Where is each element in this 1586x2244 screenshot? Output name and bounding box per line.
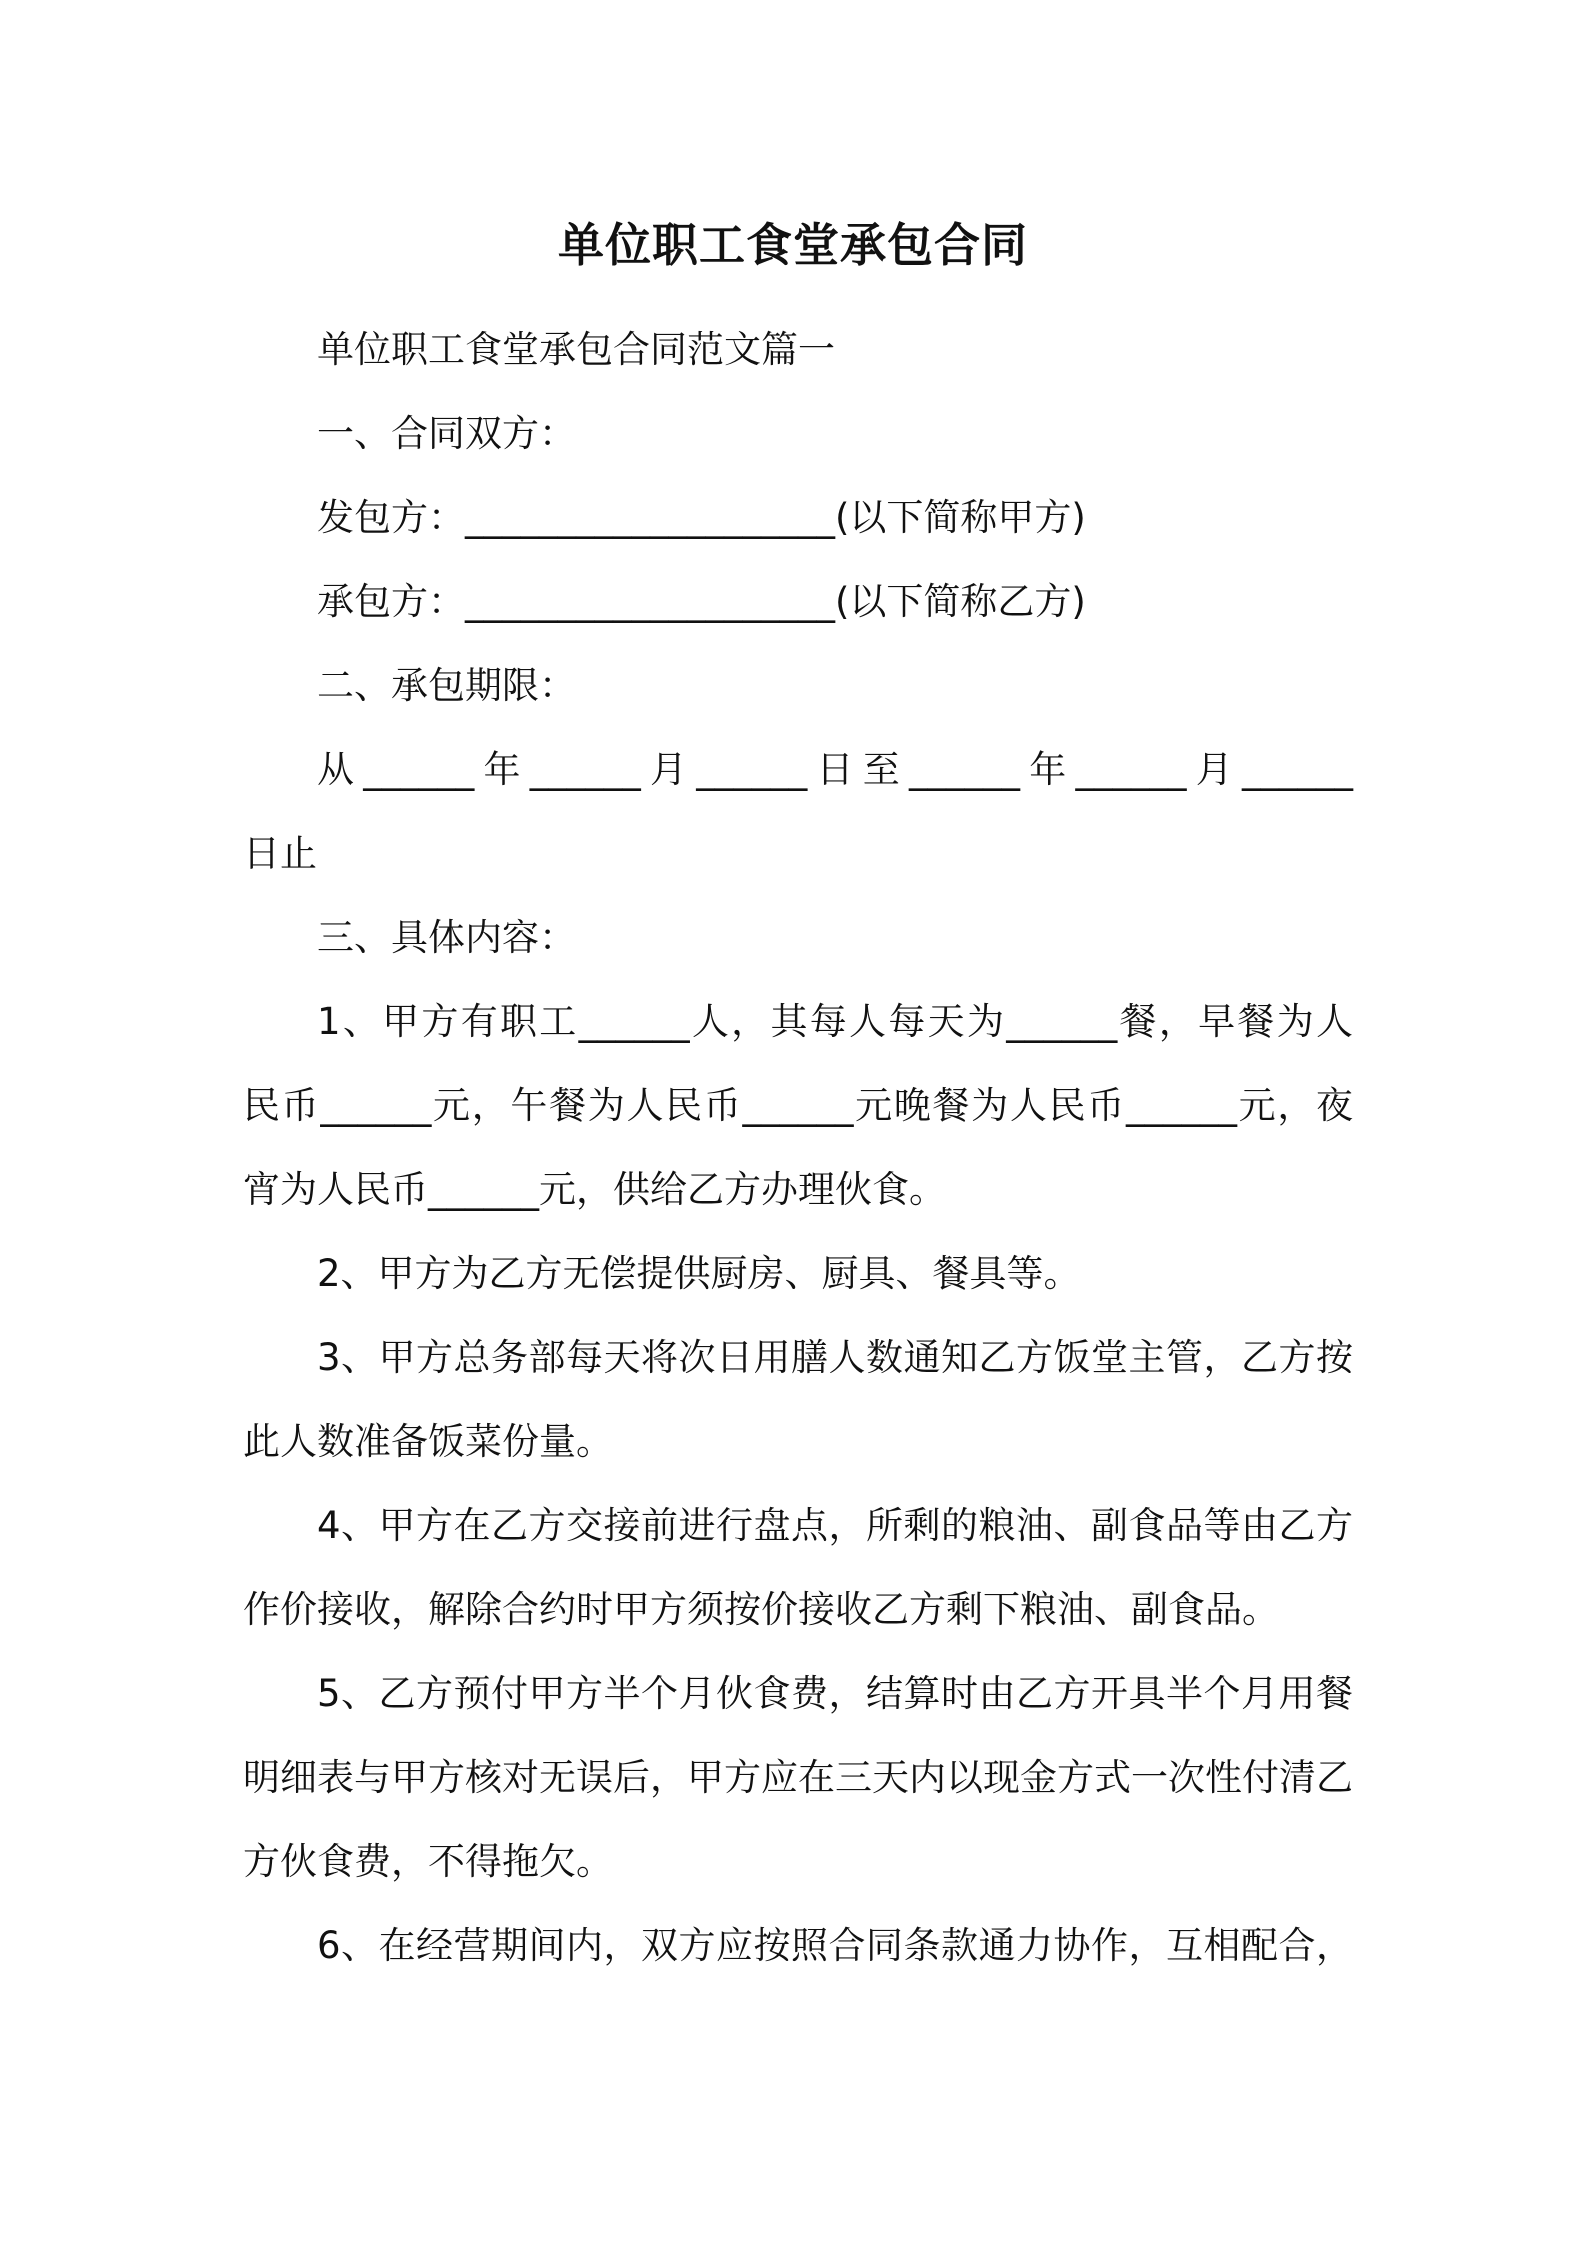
clause-3-line-1: 3、甲方总务部每天将次日用膳人数通知乙方饭堂主管，乙方按 [317,1336,1353,1379]
term-line-end: 日止 [243,832,317,875]
section-heading-content: 三、具体内容： [317,916,576,959]
clause-6-line-1: 6、在经营期间内，双方应按照合同条款通力协作，互相配合， [317,1924,1353,1967]
clause-1-line-1: 1、甲方有职工______人，其每人每天为______餐，早餐为人 [317,1000,1353,1043]
clause-5-line-1: 5、乙方预付甲方半个月伙食费，结算时由乙方开具半个月用餐 [317,1672,1353,1715]
section-heading-term: 二、承包期限： [317,664,576,707]
clause-5-line-2: 明细表与甲方核对无误后，甲方应在三天内以现金方式一次性付清乙 [243,1756,1353,1799]
clause-4-line-2: 作价接收，解除合约时甲方须按价接收乙方剩下粮油、副食品。 [243,1588,1279,1631]
section-heading-parties: 一、合同双方： [317,412,576,455]
clause-1-line-3: 宵为人民币______元，供给乙方办理伙食。 [243,1168,946,1211]
party-a-line: 发包方：____________________(以下简称甲方) [317,496,1086,539]
document-title: 单位职工食堂承包合同 [558,218,1028,272]
clause-4-line-1: 4、甲方在乙方交接前进行盘点，所剩的粮油、副食品等由乙方 [317,1504,1353,1547]
clause-2-line-1: 2、甲方为乙方无偿提供厨房、厨具、餐具等。 [317,1252,1081,1295]
subtitle-line: 单位职工食堂承包合同范文篇一 [317,328,835,371]
term-line: 从______年______月______日至______年______月______ [317,748,1353,791]
clause-5-line-3: 方伙食费，不得拖欠。 [243,1840,613,1883]
party-b-line: 承包方：____________________(以下简称乙方) [317,580,1086,623]
clause-3-line-2: 此人数准备饭菜份量。 [243,1420,613,1463]
clause-1-line-2: 民币______元，午餐为人民币______元晚餐为人民币______元，夜 [243,1084,1353,1127]
